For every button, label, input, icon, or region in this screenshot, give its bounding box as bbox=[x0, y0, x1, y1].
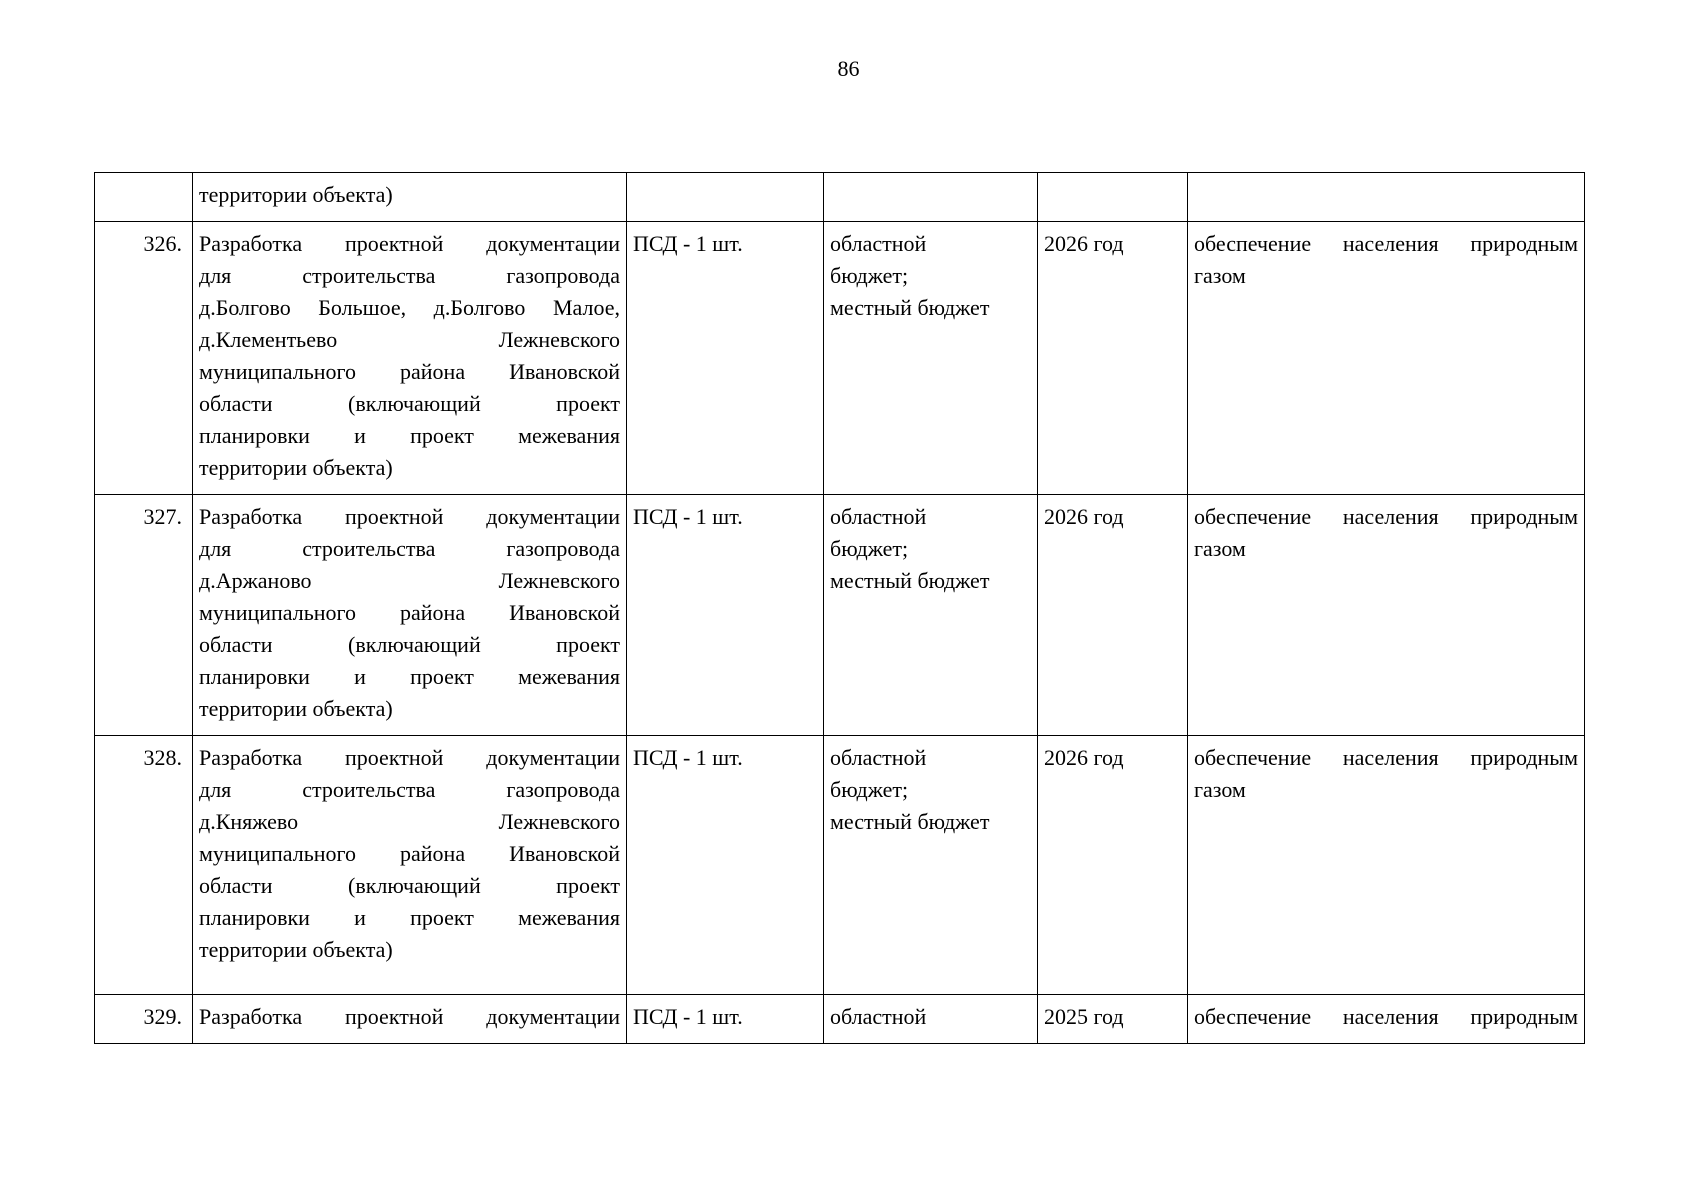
page-number: 86 bbox=[837, 56, 860, 81]
budget-line: областной bbox=[830, 504, 927, 529]
measure-name-line: для строительства газопровода bbox=[199, 263, 620, 288]
budget-cell bbox=[824, 173, 1038, 222]
year-cell bbox=[1038, 222, 1188, 495]
row-number-cell bbox=[95, 173, 193, 222]
psd-value bbox=[633, 179, 817, 211]
measure-name-cell bbox=[193, 495, 627, 736]
measure-name-line: Разработка проектной документации bbox=[199, 504, 620, 529]
measure-name-line: области (включающий проект bbox=[199, 873, 620, 898]
measure-name-line: территории объекта) bbox=[199, 937, 393, 962]
measure-name-line: д.Клементьево Лежневского bbox=[199, 327, 620, 352]
row-number-cell bbox=[95, 736, 193, 995]
table-row bbox=[95, 995, 1585, 1044]
measure-name-line: муниципального района Ивановской bbox=[199, 841, 620, 866]
measure-name-line: для строительства газопровода bbox=[199, 777, 620, 802]
measure-name-line: д.Княжево Лежневского bbox=[199, 809, 620, 834]
budget-line: бюджет; bbox=[830, 536, 909, 561]
budget-line: местный бюджет bbox=[830, 568, 990, 593]
measures-table bbox=[94, 172, 1585, 1044]
psd-cell bbox=[627, 222, 824, 495]
measure-name-line: Разработка проектной документации bbox=[199, 231, 620, 256]
year-value bbox=[1044, 179, 1181, 211]
psd-cell bbox=[627, 173, 824, 222]
purpose-cell bbox=[1188, 222, 1585, 495]
budget-cell bbox=[824, 222, 1038, 495]
measure-name-line: области (включающий проект bbox=[199, 632, 620, 657]
year-cell bbox=[1038, 495, 1188, 736]
budget-line: местный бюджет bbox=[830, 809, 990, 834]
measure-name-cell bbox=[193, 222, 627, 495]
budget-cell bbox=[824, 995, 1038, 1044]
table-row bbox=[95, 222, 1585, 495]
purpose-cell bbox=[1188, 736, 1585, 995]
budget-line: областной bbox=[830, 1004, 927, 1029]
purpose-cell bbox=[1188, 495, 1585, 736]
year-value: 2026 год bbox=[1044, 231, 1124, 256]
budget-line: бюджет; bbox=[830, 777, 909, 802]
year-value: 2025 год bbox=[1044, 1004, 1124, 1029]
psd-value: ПСД - 1 шт. bbox=[633, 504, 743, 529]
measure-name-line: д.Аржаново Лежневского bbox=[199, 568, 620, 593]
purpose-line: газом bbox=[1194, 777, 1246, 802]
row-number-cell bbox=[95, 222, 193, 495]
table-body bbox=[95, 173, 1585, 1044]
psd-cell bbox=[627, 995, 824, 1044]
measure-name-line: для строительства газопровода bbox=[199, 536, 620, 561]
purpose-cell bbox=[1188, 173, 1585, 222]
measure-name-line: области (включающий проект bbox=[199, 391, 620, 416]
psd-cell bbox=[627, 736, 824, 995]
psd-cell bbox=[627, 495, 824, 736]
table-row bbox=[95, 173, 1585, 222]
budget-cell bbox=[824, 736, 1038, 995]
row-number: 328. bbox=[143, 745, 182, 770]
measure-name-cell bbox=[193, 173, 627, 222]
psd-value: ПСД - 1 шт. bbox=[633, 745, 743, 770]
measure-name-cell bbox=[193, 995, 627, 1044]
row-number-cell bbox=[95, 995, 193, 1044]
measure-name-line: территории объекта) bbox=[199, 696, 393, 721]
measure-name-line: Разработка проектной документации bbox=[199, 1004, 620, 1029]
measure-name-line: д.Болгово Большое, д.Болгово Малое, bbox=[199, 295, 620, 320]
row-number: 329. bbox=[143, 1004, 182, 1029]
purpose-line: обеспечение населения природным bbox=[1194, 745, 1578, 770]
psd-value: ПСД - 1 шт. bbox=[633, 231, 743, 256]
row-number: 326. bbox=[143, 231, 182, 256]
table-row bbox=[95, 736, 1585, 995]
row-number: 327. bbox=[143, 504, 182, 529]
purpose-line: обеспечение населения природным bbox=[1194, 504, 1578, 529]
measure-name-line: муниципального района Ивановской bbox=[199, 600, 620, 625]
budget-line: областной bbox=[830, 231, 927, 256]
year-cell bbox=[1038, 995, 1188, 1044]
purpose-line: обеспечение населения природным bbox=[1194, 231, 1578, 256]
budget-line: областной bbox=[830, 745, 927, 770]
purpose-line: газом bbox=[1194, 263, 1246, 288]
measure-name-line: Разработка проектной документации bbox=[199, 745, 620, 770]
year-value: 2026 год bbox=[1044, 504, 1124, 529]
measure-name-cell bbox=[193, 736, 627, 995]
purpose-cell bbox=[1188, 995, 1585, 1044]
measure-name-line: планировки и проект межевания bbox=[199, 423, 620, 448]
table-row bbox=[95, 495, 1585, 736]
measure-name-line: территории объекта) bbox=[199, 182, 393, 207]
year-cell bbox=[1038, 173, 1188, 222]
measure-name-line: территории объекта) bbox=[199, 455, 393, 480]
measure-name-line: муниципального района Ивановской bbox=[199, 359, 620, 384]
measure-name-line: планировки и проект межевания bbox=[199, 905, 620, 930]
purpose-line: обеспечение населения природным bbox=[1194, 1004, 1578, 1029]
budget-line: местный бюджет bbox=[830, 295, 990, 320]
year-value: 2026 год bbox=[1044, 745, 1124, 770]
psd-value: ПСД - 1 шт. bbox=[633, 1004, 743, 1029]
purpose-line: газом bbox=[1194, 536, 1246, 561]
year-cell bbox=[1038, 736, 1188, 995]
budget-cell bbox=[824, 495, 1038, 736]
budget-line: бюджет; bbox=[830, 263, 909, 288]
measure-name-line: планировки и проект межевания bbox=[199, 664, 620, 689]
row-number-cell bbox=[95, 495, 193, 736]
